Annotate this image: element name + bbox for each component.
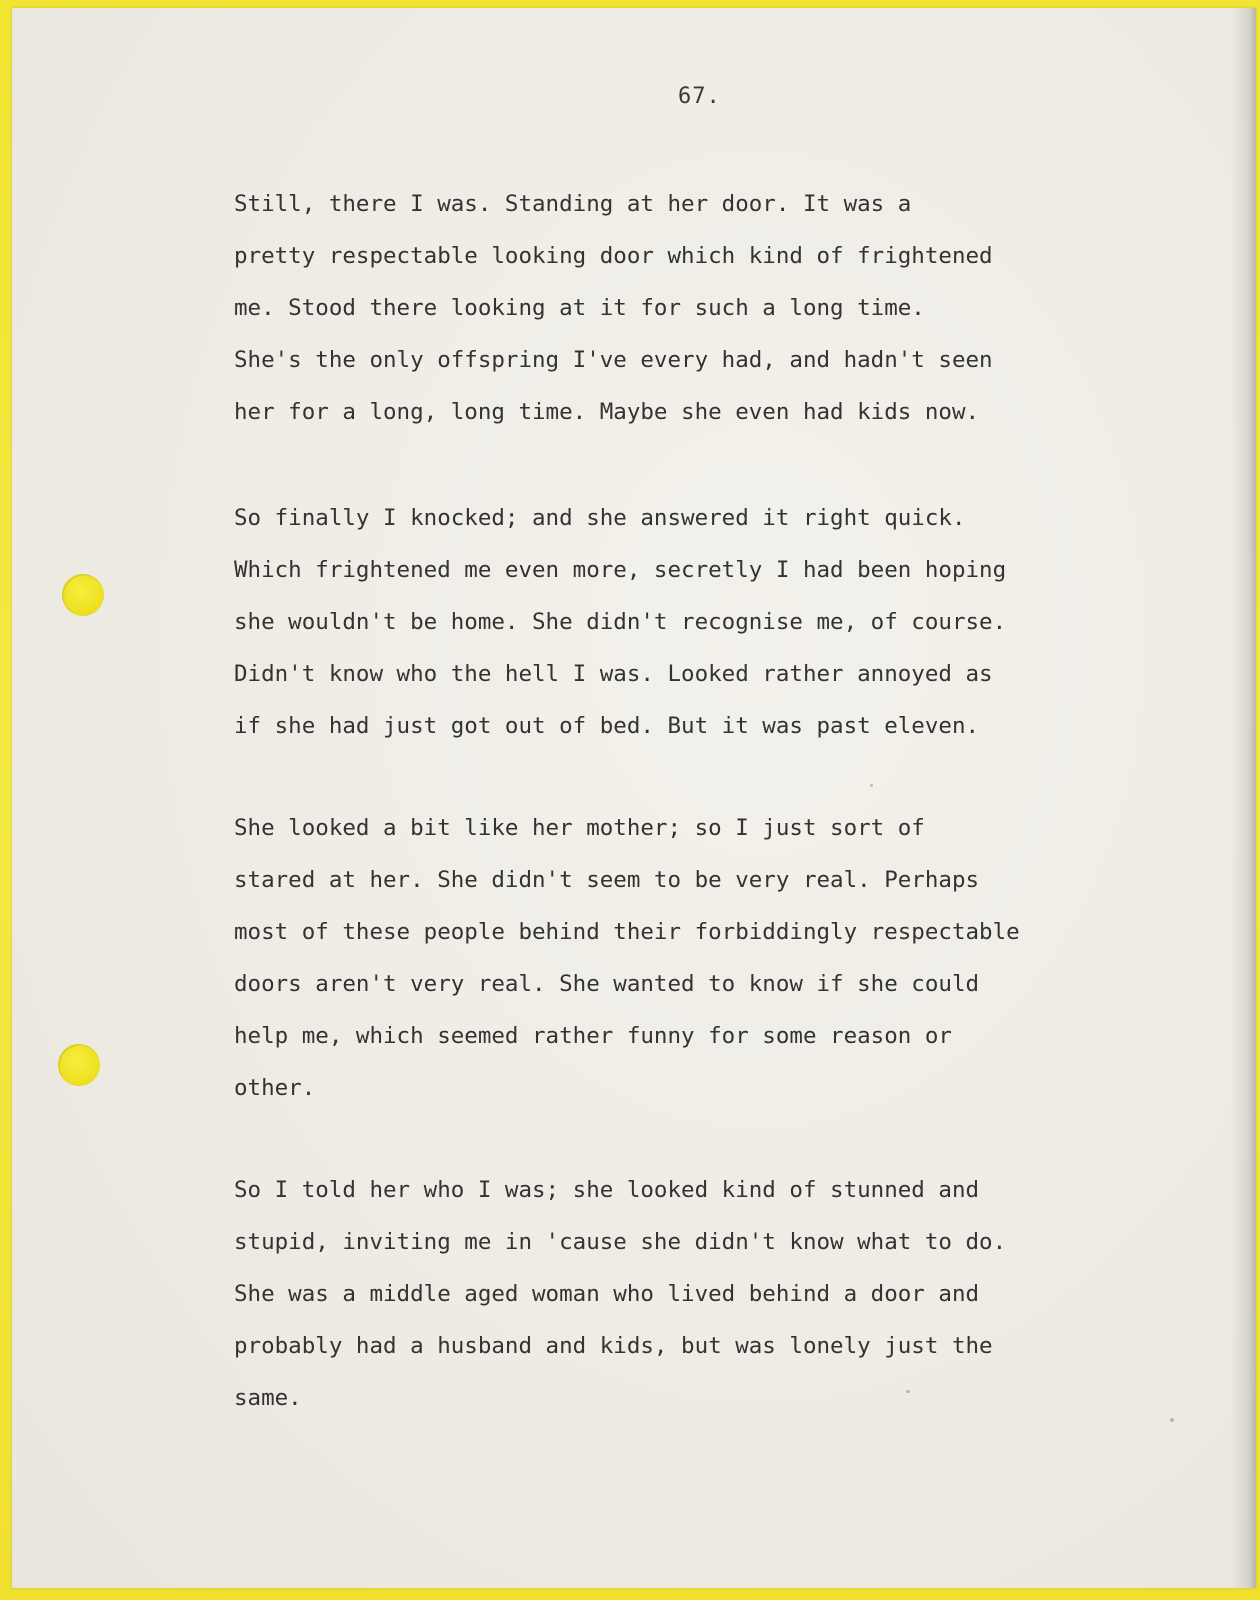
paragraph xyxy=(234,492,1194,752)
text-line: most of these people behind their forbiddingly respectable xyxy=(234,919,1020,945)
text-line: Didn't know who the hell I was. Looked rather annoyed as xyxy=(234,661,993,687)
text-line: doors aren't very real. She wanted to know if she could xyxy=(234,971,980,997)
paragraph xyxy=(234,802,1194,1114)
text-line: me. Stood there looking at it for such a long time. xyxy=(234,295,925,321)
text-line: same. xyxy=(234,1385,302,1411)
text-line: probably had a husband and kids, but was lonely just the xyxy=(234,1333,993,1359)
page-number: 67. xyxy=(678,84,721,109)
typewritten-page xyxy=(12,8,1256,1588)
text-line: help me, which seemed rather funny for some reason or xyxy=(234,1023,952,1049)
text-line: stared at her. She didn't seem to be very real. Perhaps xyxy=(234,867,980,893)
text-line: if she had just got out of bed. But it was past eleven. xyxy=(234,713,980,739)
text-line: Which frightened me even more, secretly I had been hoping xyxy=(234,557,1007,583)
text-line: pretty respectable looking door which kind of frightened xyxy=(234,243,993,269)
text-line: She looked a bit like her mother; so I just sort of xyxy=(234,815,925,841)
paragraph xyxy=(234,178,1194,438)
text-line: stupid, inviting me in 'cause she didn't know what to do. xyxy=(234,1229,1007,1255)
text-line: So I told her who I was; she looked kind of stunned and xyxy=(234,1177,980,1203)
text-line: She's the only offspring I've every had, and hadn't seen xyxy=(234,347,993,373)
text-line: She was a middle aged woman who lived behind a door and xyxy=(234,1281,980,1307)
page-edge-shadow xyxy=(1230,8,1256,1588)
punch-hole-upper xyxy=(62,574,104,616)
paper-speck xyxy=(870,784,873,787)
text-line: other. xyxy=(234,1075,316,1101)
text-line: her for a long, long time. Maybe she even had kids now. xyxy=(234,399,980,425)
text-line: she wouldn't be home. She didn't recognise me, of course. xyxy=(234,609,1007,635)
text-line: So finally I knocked; and she answered it right quick. xyxy=(234,505,966,531)
paragraph xyxy=(234,1164,1194,1424)
punch-hole-lower xyxy=(58,1044,100,1086)
text-line: Still, there I was. Standing at her door. It was a xyxy=(234,191,912,217)
